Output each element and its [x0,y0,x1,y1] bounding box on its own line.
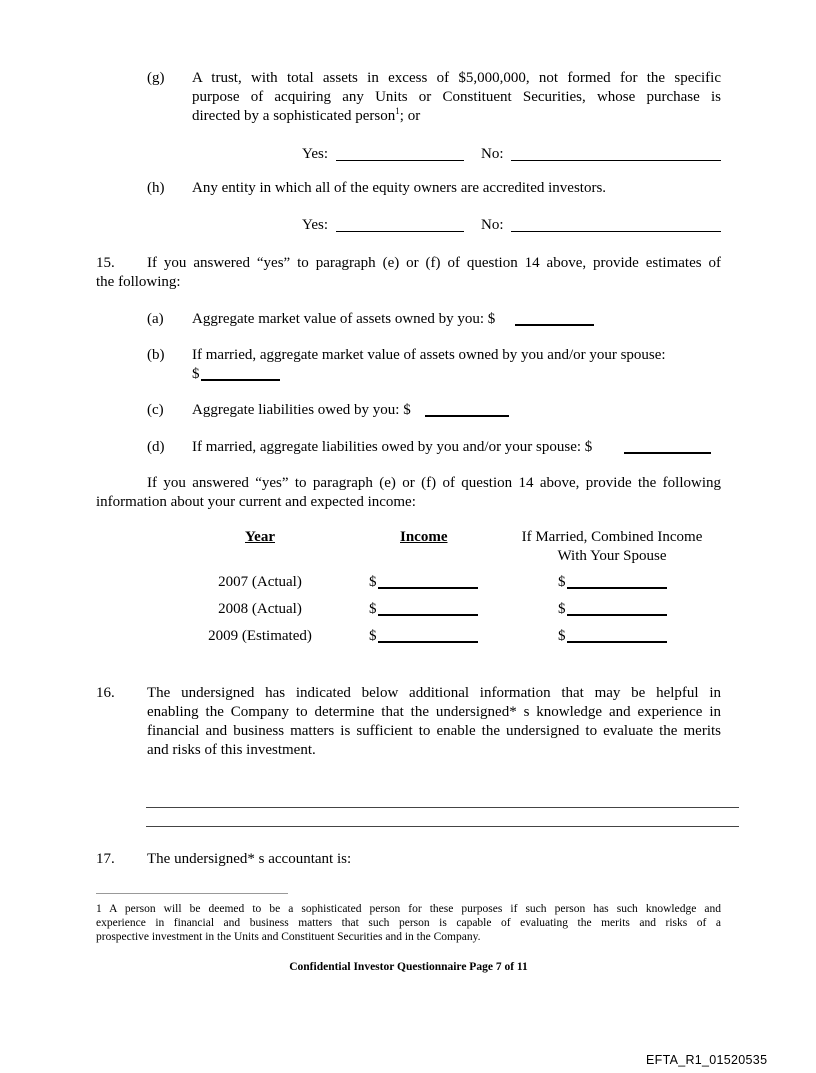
footnote-ref[interactable]: 1 [395,106,400,116]
table-row-income-field[interactable] [378,641,478,643]
footnote-separator [96,893,288,894]
table-row-combined-field[interactable] [567,641,667,643]
q15-b-dollar: $ [192,366,200,382]
item-h-no-label: No: [481,217,504,233]
table-header-year: Year [245,529,275,545]
q15-d-field[interactable] [624,452,711,454]
item-g-line3: directed by a sophisticated person$^1$; or [192,106,421,124]
item-g-yes-field[interactable] [336,160,464,161]
income-line1: If you answered “yes” to paragraph (e) or (f) of question 14 above, provide the following [147,475,721,491]
footnote-line3: prospective investment in the Units and Constituent Securities and in the Company. [96,931,481,943]
table-header-combined-line2: With Your Spouse [557,548,667,564]
table-row-year: 2007 (Actual) [218,574,302,590]
item-g-no-label: No: [481,146,504,162]
q16-answer-line[interactable] [146,826,739,827]
q17-number: 17. [96,851,115,867]
footnote-line1: 1 A person will be deemed to be a sophisticated person for these purposes if such person has such knowledge and [96,903,721,915]
q16-line4: and risks of this investment. [147,742,316,758]
item-g-line2: purpose of acquiring any Units or Constituent Securities, whose purchase is [192,89,721,105]
q15-line2: the following: [96,274,181,290]
table-row-combined-dollar: $ [558,574,566,590]
q16-line3: financial and business matters is sufficient to enable the undersigned to evaluate the merits [147,723,721,739]
table-header-income: Income [400,529,448,545]
table-row-combined-field[interactable] [567,587,667,589]
q15-number: 15. [96,255,115,271]
q15-c-text: Aggregate liabilities owed by you: $ [192,402,411,418]
q16-answer-line[interactable] [146,807,739,808]
q15-b-field[interactable] [201,379,280,381]
income-line2: information about your current and expected income: [96,494,416,510]
q15-b-text: If married, aggregate market value of assets owned by you and/or your spouse: [192,347,666,363]
item-h-no-field[interactable] [511,231,721,232]
table-row-income-dollar: $ [369,574,377,590]
q16-number: 16. [96,685,115,701]
table-row-income-dollar: $ [369,628,377,644]
item-h-label: (h) [147,180,165,196]
q15-b-label: (b) [147,347,165,363]
item-h-yes-field[interactable] [336,231,464,232]
table-row-year: 2008 (Actual) [218,601,302,617]
table-row-combined-dollar: $ [558,601,566,617]
item-g-line1: A trust, with total assets in excess of $5,000,000, not formed for the specific [192,70,721,86]
q15-d-label: (d) [147,439,165,455]
page-footer: Confidential Investor Questionnaire Page 7 of 11 [289,961,528,973]
q15-c-field[interactable] [425,415,509,417]
q17-text: The undersigned* s accountant is: [147,851,352,867]
q15-a-text: Aggregate market value of assets owned by you: $ [192,311,496,327]
table-header-combined-line1: If Married, Combined Income [521,529,703,545]
q15-a-field[interactable] [515,324,594,326]
q16-line1: The undersigned has indicated below additional information that may be helpful in [147,685,721,701]
q15-c-label: (c) [147,402,164,418]
table-row-combined-field[interactable] [567,614,667,616]
q15-line1: If you answered “yes” to paragraph (e) or (f) of question 14 above, provide estimates of [147,255,721,271]
item-h-yes-label: Yes: [302,217,328,233]
q15-d-text: If married, aggregate liabilities owed by you and/or your spouse: $ [192,439,593,455]
table-row-combined-dollar: $ [558,628,566,644]
q15-a-label: (a) [147,311,164,327]
table-row-income-field[interactable] [378,587,478,589]
document-id: EFTA_R1_01520535 [646,1053,768,1067]
item-g-label: (g) [147,70,165,86]
table-row-year: 2009 (Estimated) [208,628,312,644]
q16-line2: enabling the Company to determine that the undersigned* s knowledge and experience in [147,704,721,720]
table-row-income-dollar: $ [369,601,377,617]
table-row-income-field[interactable] [378,614,478,616]
item-g-yes-label: Yes: [302,146,328,162]
item-h-text: Any entity in which all of the equity owners are accredited investors. [192,180,607,196]
footnote-line2: experience in financial and business matters that such person is capable of evaluating the merits and risks of a [96,917,721,929]
item-g-no-field[interactable] [511,160,721,161]
